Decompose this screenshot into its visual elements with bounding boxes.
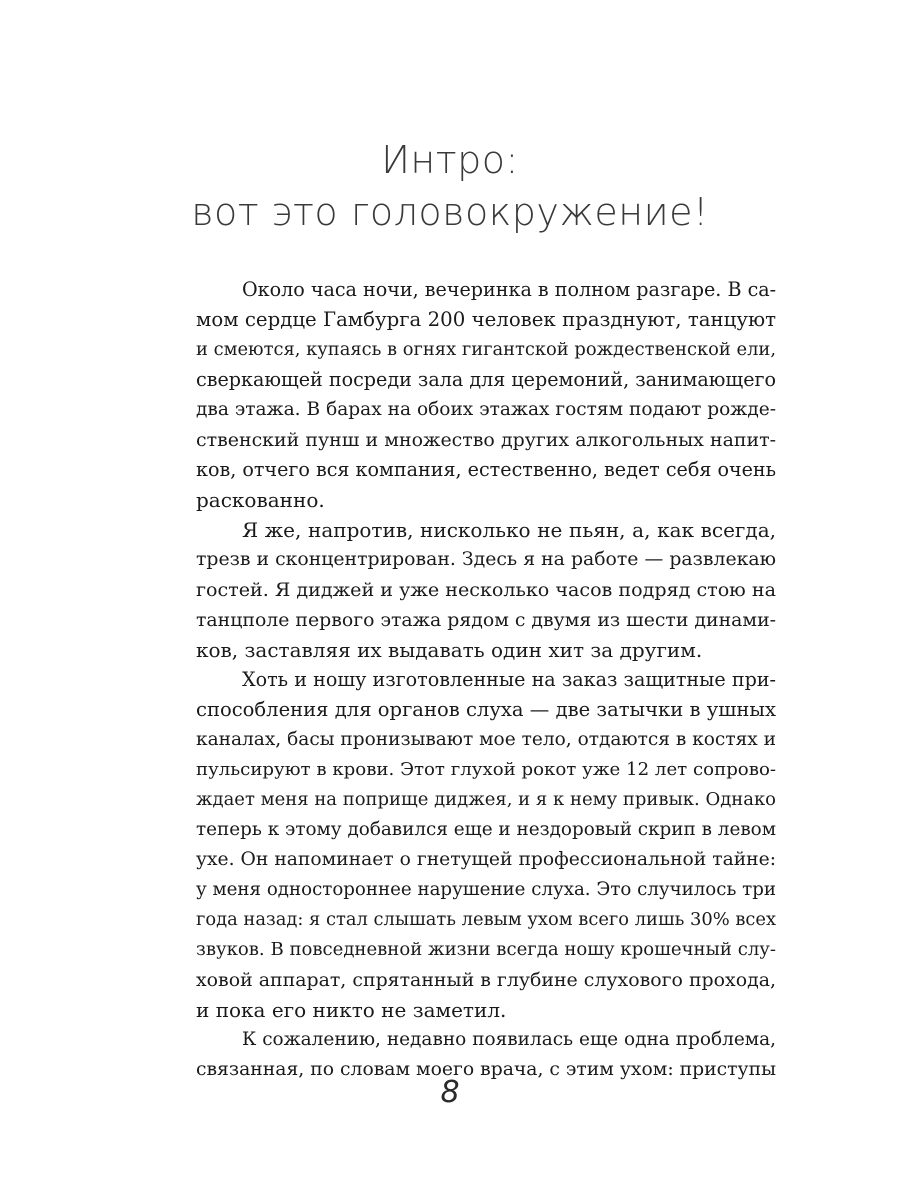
text-line: трезв и сконцентрирован. Здесь я на работе — развлекаю xyxy=(196,549,776,570)
text-line: мом сердце Гамбурга 200 человек празднуют, танцуют xyxy=(196,308,776,331)
text-line: ков, отчего вся компания, естественно, ведет себя очень xyxy=(196,458,777,481)
text-line: способления для органов слуха — две затычки в ушных xyxy=(196,698,776,721)
text-line: раскованно. xyxy=(196,488,325,512)
text-line: у меня одностороннее нарушение слуха. Это случилось три xyxy=(196,879,776,900)
text-line: ховой аппарат, спрятанный в глубине слухового прохода, xyxy=(196,969,776,991)
text-line: ственский пунш и множество других алкогольных напит- xyxy=(196,429,776,451)
text-line: ков, заставляя их выдавать один хит за другим. xyxy=(196,638,703,662)
text-line: гостей. Я диджей и уже несколько часов подряд стою на xyxy=(196,578,776,601)
text-line: ждает меня на поприще диджея, и я к нему привык. Однако xyxy=(196,789,776,810)
page-number: 8 xyxy=(440,1075,460,1110)
text-line: Около часа ночи, вечеринка в полном разгаре. В са- xyxy=(242,278,777,301)
text-line: звуков. В повседневной жизни всегда ношу крошечный слу- xyxy=(196,939,776,960)
chapter-title-line-2: вот это головокружение! xyxy=(191,190,709,234)
body-text xyxy=(196,275,776,1085)
text-line: два этажа. В барах на обоих этажах гостям подают рожде- xyxy=(196,399,776,420)
text-line: танцполе первого этажа рядом с двумя из шести динами- xyxy=(196,609,777,631)
text-line: К сожалению, недавно появилась еще одна проблема, xyxy=(242,1029,776,1050)
text-line: теперь к этому добавился еще и нездоровый скрип в левом xyxy=(196,819,776,840)
text-line: года назад: я стал слышать левым ухом всего лишь 30% всех xyxy=(196,909,777,930)
text-line: сверкающей посреди зала для церемоний, занимающего xyxy=(196,368,777,391)
text-line: каналах, басы пронизывают мое тело, отдаются в костях и xyxy=(196,729,776,750)
text-line: Я же, напротив, нисколько не пьян, а, как всегда, xyxy=(242,518,776,542)
text-line: ухе. Он напоминает о гнетущей профессиональной тайне: xyxy=(196,849,776,870)
text-line: пульсируют в крови. Этот глухой рокот уже 12 лет сопрово- xyxy=(196,759,776,780)
chapter-title-line-1: Интро: xyxy=(381,138,519,182)
text-line: и смеются, купаясь в огнях гигантской рождественской ели, xyxy=(196,339,776,360)
text-line: связанная, по словам моего врача, с этим ухом: приступы xyxy=(196,1059,776,1080)
text-line: Хоть и ношу изготовленные на заказ защитные при- xyxy=(242,668,776,691)
text-line: и пока его никто не заметил. xyxy=(196,998,507,1022)
